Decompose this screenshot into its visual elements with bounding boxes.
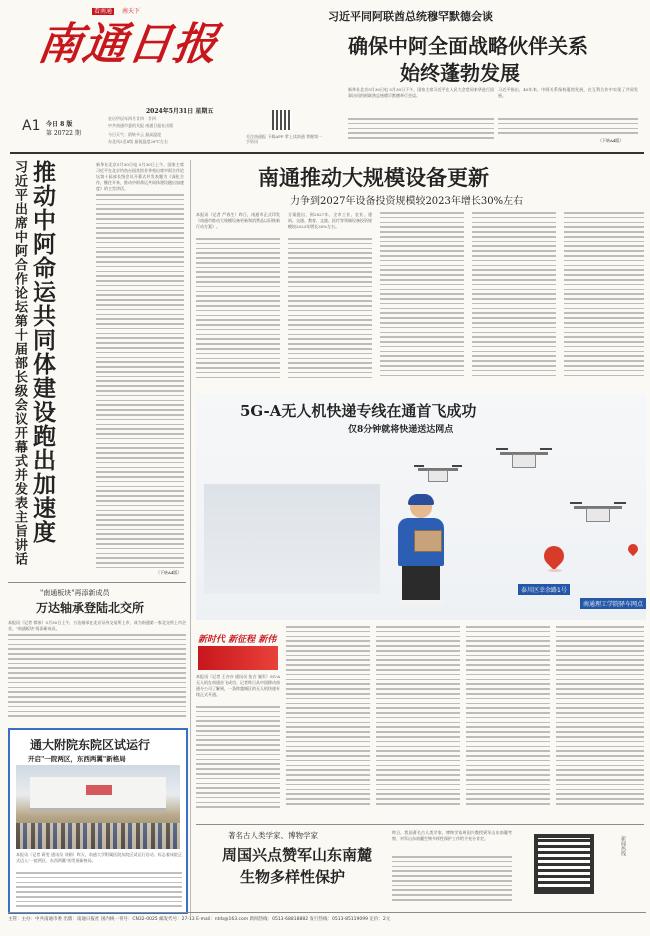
courier-illustration [386,496,456,608]
tag-1: 看南通 [94,8,113,15]
qr-note: 关注南通报 下载APP 掌上读南通 掌握第一手资讯 [246,134,323,144]
main-subhead: 力争到2027年设备投资规模较2023年增长30%左右 [290,196,524,207]
era-photo [198,646,278,670]
map-pin-icon [540,542,568,570]
main-story [196,158,646,390]
top-story-headline-1: 确保中阿全面战略伙伴关系 [348,34,588,58]
left-story-headline: 推动中阿命运共同体建设跑出加速度 [29,160,55,544]
top-story-lead-2: 习近平指出，40年来，中阿关系保持蓬勃发展，在互利合作中实现了共同发展。 [498,87,638,98]
map-pin-icon [626,542,640,556]
top-story [326,0,644,150]
left-story-kicker: 习近平出席中阿合作论坛第十届部长级会议开幕式并发表主旨讲话 [12,160,27,566]
main-body-1: 本报讯（记者 严春生）昨日，南通市正式印发《南通市推动大规模设备更新和消费品以旧换新行动方案》。 [196,212,280,229]
bottom-headline-1: 周国兴点赞军山东南麓 [222,846,373,864]
publisher-line: 中共南通市委机关报 南通日报社出版 [108,123,174,128]
hospital-headline: 通大附院东院区试运行 [30,738,151,752]
top-story-headline-2: 始终蓬勃发展 [400,61,520,85]
tag-2: 南天下 [121,8,140,15]
era-logo: 新时代 新征程 新伟 [198,635,277,645]
bottom-story [196,824,646,910]
footer-line: 主管：主办：中共南通市委 出版：南通日报社 国内统一刊号：CN32-0025 邮发代号：27-13 E-mail：ntrb@163.com 新闻热线：0513-68818882 发行热线：0513-85119099 定价：2元 [8,917,391,922]
bottom-kicker: 著名古人类学家、博物学家 [228,831,318,840]
bottom-body: 昨日，我国著名古人类学家、博物学家周国兴教授到军山东南麓考察，对军山东南麓生物多样性保护工作给予充分肯定。 [392,830,512,841]
drone-body: 本报讯（记者 王亦亦 通讯员 张吉 施军）5G-A无人机在南通首飞成功，记者昨日从中国移动南通分公司了解到，一条跨越城区的无人机快递专线正式开通。 [196,674,280,697]
lunar-date: 农历甲辰年四月廿四 · 廿四 [108,116,156,121]
drone-subhead: 仅8分钟就将快递送达网点 [348,425,454,435]
main-body-2: 方案提出，到2027年，全市工业、农业、建筑、交通、教育、文旅、医疗等领域设备投资规模较2023年增长30%左右。 [288,212,372,229]
drone-illustration-3 [570,496,626,526]
drone-illustration-1 [414,460,462,488]
drone-location-tag-1: 泰川区幸余路1号 [518,584,570,595]
masthead [0,0,650,155]
days-count: 今日 8 版 [46,121,73,128]
weather-2: 东北风3至4级 最低温度28℃左右 [108,139,168,144]
top-story-turn: （下转A4版） [598,138,624,143]
hospital-story [8,728,188,914]
hospital-photo [16,765,180,849]
publish-date: 2024年5月31日 星期五 [146,108,214,115]
bottom-headline-2: 生物多样性保护 [240,868,346,886]
drone-illustration-2 [496,442,552,474]
drone-story [196,394,646,620]
drone-headline: 5G-A无人机快递专线在通首飞成功 [240,402,477,420]
left-story-body: 新华社北京5月30日电 5月30日上午，国家主席习近平在北京钓鱼台国宾馆芳华苑出席中阿合作论坛第十届部长级会议开幕式并发表题为《深化合作，继往开来，推动中阿命运共同体建设跑出加速度》的主旨讲话。 [96,162,184,191]
page-label: A1 [22,118,41,134]
hospital-subhead: 开启"一院两区，东西两翼"新格局 [28,755,126,763]
top-story-lead-1: 新华社北京5月30日电 5月30日下午，国家主席习近平在人民大会堂同来华进行国事访问的阿联酋总统穆罕默德举行会谈。 [348,87,494,98]
left-story-turn: （下转A4版） [156,570,182,575]
era-section [196,624,646,820]
logo: 南通日报 [34,19,222,70]
weather-1: 今日天气：阴转多云 最高温度 [108,132,162,137]
drone-location-tag-2: 南通理工学院驿车网点 [580,598,646,609]
hospital-body: 本报讯（记者 蒋雯 通讯员 刘娟）昨天，南通大学附属医院东院区试运行启动，标志着该院正式迈入"一院两区、东西两翼"的发展新格局。 [16,852,182,863]
left-story [8,160,188,578]
qr-code[interactable] [272,110,292,130]
qr-code[interactable] [534,834,594,894]
main-headline: 南通推动大规模设备更新 [258,166,489,190]
wanda-kicker: "南通板块"再添新成员 [40,589,110,597]
wanda-body: 本报讯（记者 徐冰）5月30日上午，万达轴承在北京证券交易所上市，成为南通第一家北交所上市企业，"南通板块"再添新成员。 [8,620,186,631]
side-label: 新闻热线 [620,836,626,856]
top-story-kicker: 习近平同阿联酋总统穆罕默德会谈 [328,10,493,23]
wanda-headline: 万达轴承登陆北交所 [36,601,145,615]
issue-number: 第 20722 期 [46,130,81,137]
wanda-story [8,582,188,727]
date-block [22,104,232,150]
